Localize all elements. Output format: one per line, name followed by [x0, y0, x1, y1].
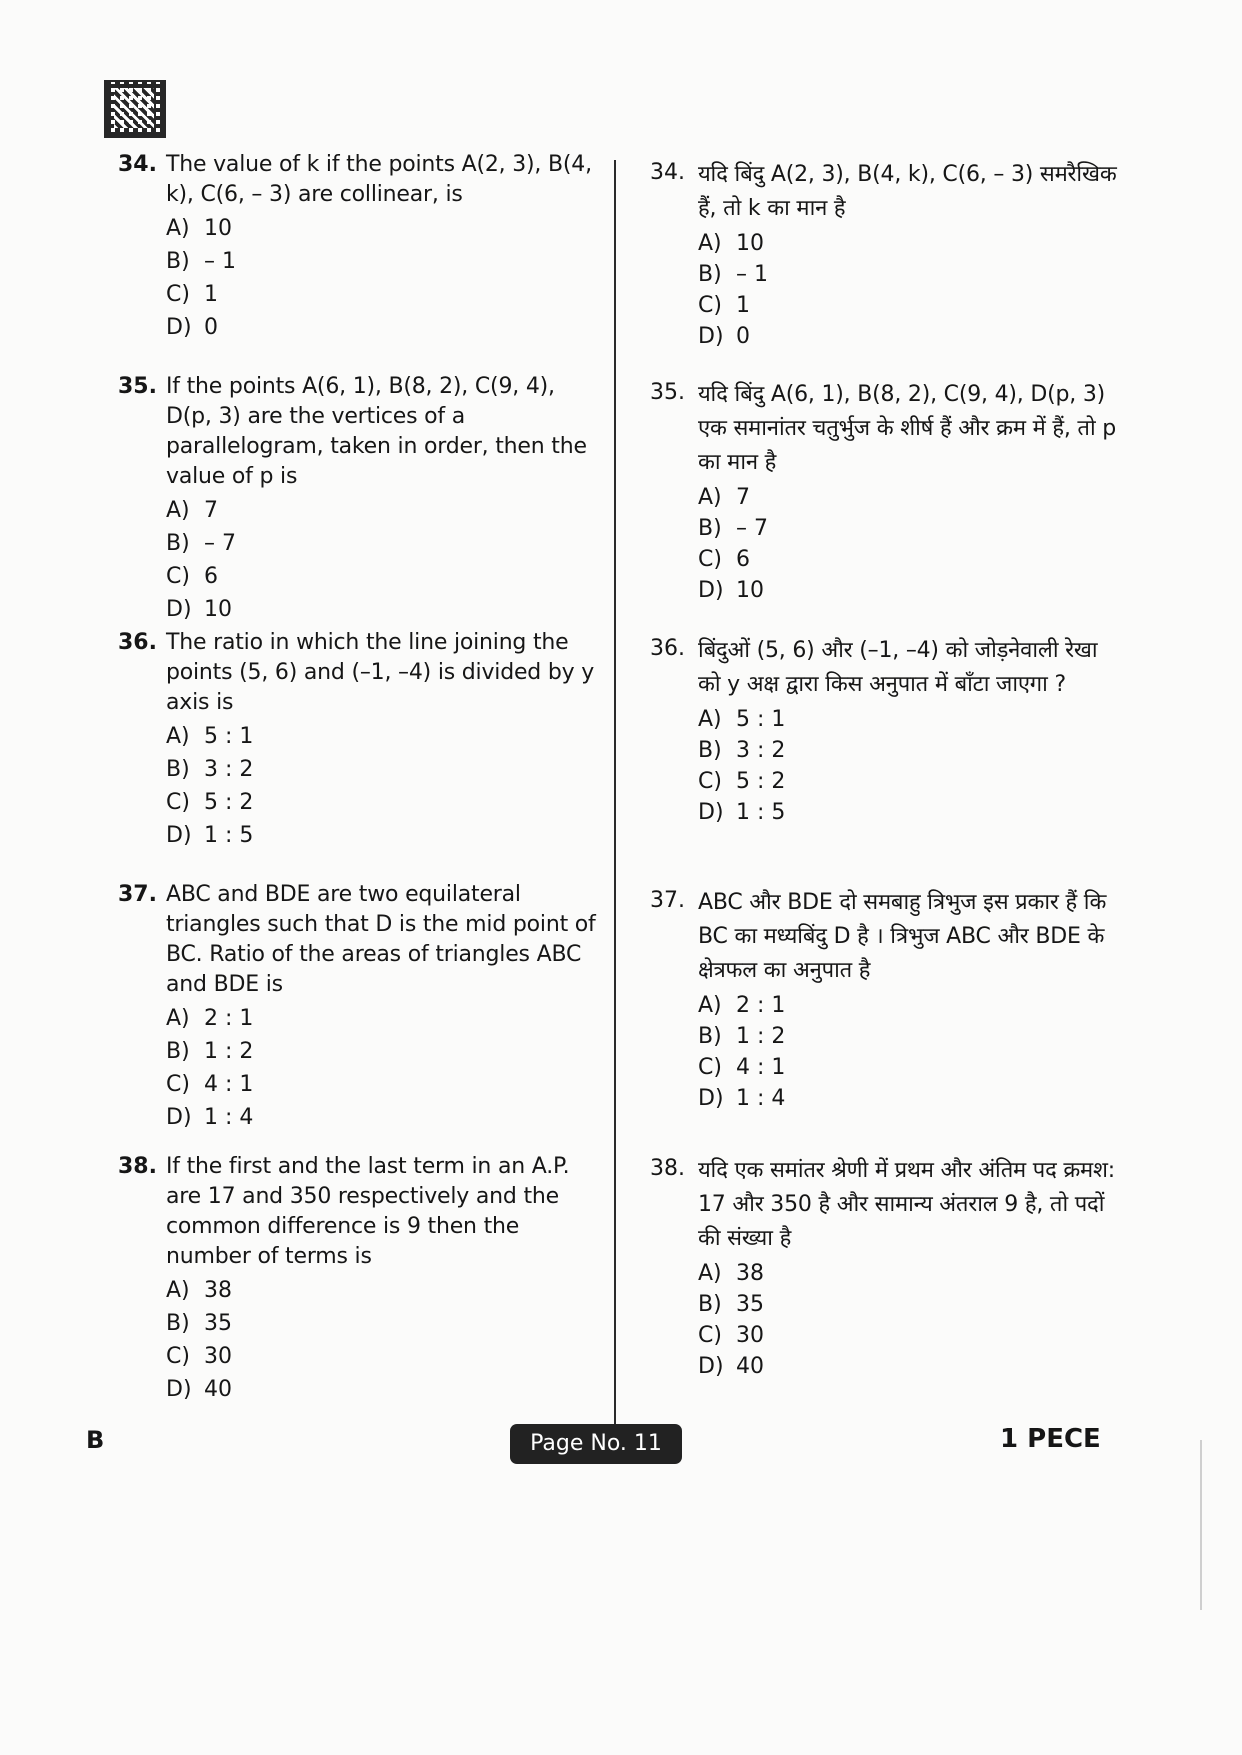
question-36-hi	[650, 634, 1120, 828]
question-text: यदि बिंदु A(6, 1), B(8, 2), C(9, 4), D(p, 3) एक समानांतर चतुर्भुज के शीर्ष हैं और क्रम में हैं, तो p का मान है	[698, 382, 1117, 475]
option-c: C) 1	[698, 293, 750, 318]
option-a: A) 10	[698, 231, 764, 256]
question-35-hi	[650, 378, 1120, 606]
option-b: B) 3 : 2	[698, 738, 786, 763]
option-d: D) 10	[698, 578, 764, 603]
option-b: B) 1 : 2	[166, 1039, 254, 1064]
option-b: B) – 1	[698, 262, 768, 287]
question-text: The ratio in which the line joining the points (5, 6) and (–1, –4) is divided by y axis is	[166, 630, 595, 715]
question-number: 34.	[118, 152, 157, 177]
question-number: 37.	[118, 882, 157, 907]
option-c: C) 1	[166, 282, 218, 307]
booklet-series: B	[86, 1426, 105, 1454]
option-c: C) 30	[166, 1344, 232, 1369]
option-c: C) 6	[166, 564, 218, 589]
option-a: A) 7	[698, 485, 750, 510]
option-c: C) 4 : 1	[166, 1072, 254, 1097]
option-a: A) 38	[166, 1278, 232, 1303]
paper-code: 1 PECE	[1000, 1424, 1101, 1454]
option-b: B) 3 : 2	[166, 757, 254, 782]
question-38-hi	[650, 1154, 1120, 1382]
option-b: B) – 7	[166, 531, 236, 556]
option-d: D) 40	[698, 1354, 764, 1379]
question-text: The value of k if the points A(2, 3), B(4, k), C(6, – 3) are collinear, is	[166, 152, 592, 207]
option-b: B) 35	[166, 1311, 232, 1336]
question-number: 37.	[650, 888, 685, 913]
question-34-en	[118, 150, 598, 344]
question-text: ABC and BDE are two equilateral triangles such that D is the mid point of BC. Ratio of the areas of triangles ABC and BDE is	[166, 882, 596, 997]
option-b: B) 35	[698, 1292, 764, 1317]
column-divider	[614, 160, 616, 1430]
question-text: बिंदुओं (5, 6) और (–1, –4) को जोड़नेवाली रेखा को y अक्ष द्वारा किस अनुपात में बाँटा जाएगा ?	[698, 638, 1098, 697]
option-a: A) 5 : 1	[698, 707, 786, 732]
option-b: B) – 7	[698, 516, 768, 541]
option-d: D) 0	[166, 315, 218, 340]
option-d: D) 1 : 5	[698, 800, 786, 825]
question-number: 38.	[118, 1154, 157, 1179]
option-a: A) 5 : 1	[166, 724, 254, 749]
question-number: 35.	[650, 380, 685, 405]
question-number: 38.	[650, 1156, 685, 1181]
option-a: A) 38	[698, 1261, 764, 1286]
question-number: 35.	[118, 374, 157, 399]
option-c: C) 4 : 1	[698, 1055, 786, 1080]
qr-code-icon	[104, 80, 166, 138]
page-number-badge: Page No. 11	[510, 1424, 682, 1464]
question-text: If the points A(6, 1), B(8, 2), C(9, 4), D(p, 3) are the vertices of a parallelogram, taken in order, then the value of p is	[166, 374, 587, 489]
option-d: D) 1 : 5	[166, 823, 254, 848]
question-text: यदि बिंदु A(2, 3), B(4, k), C(6, – 3) समरैखिक हैं, तो k का मान है	[698, 162, 1117, 221]
option-d: D) 1 : 4	[698, 1086, 786, 1111]
question-37-hi	[650, 886, 1120, 1114]
option-a: A) 2 : 1	[166, 1006, 254, 1031]
question-text: ABC और BDE दो समबाहु त्रिभुज इस प्रकार हैं कि BC का मध्यबिंदु D है । त्रिभुज ABC और BDE के क्षेत्रफल का अनुपात है	[698, 890, 1107, 983]
option-c: C) 6	[698, 547, 750, 572]
question-number: 36.	[650, 636, 685, 661]
option-c: C) 30	[698, 1323, 764, 1348]
question-text: If the first and the last term in an A.P. are 17 and 350 respectively and the common difference is 9 then the number of terms is	[166, 1154, 570, 1269]
option-d: D) 10	[166, 597, 232, 622]
question-number: 34.	[650, 160, 685, 185]
option-a: A) 2 : 1	[698, 993, 786, 1018]
question-36-en	[118, 628, 598, 852]
question-38-en	[118, 1152, 598, 1406]
option-c: C) 5 : 2	[698, 769, 786, 794]
option-b: B) 1 : 2	[698, 1024, 786, 1049]
question-37-en	[118, 880, 598, 1134]
option-d: D) 1 : 4	[166, 1105, 254, 1130]
question-35-en	[118, 372, 598, 626]
option-a: A) 7	[166, 498, 218, 523]
option-b: B) – 1	[166, 249, 236, 274]
question-text: यदि एक समांतर श्रेणी में प्रथम और अंतिम पद क्रमश: 17 और 350 है और सामान्य अंतराल 9 है, तो पदों की संख्या है	[698, 1158, 1115, 1251]
scan-edge-line	[1200, 1440, 1202, 1610]
option-c: C) 5 : 2	[166, 790, 254, 815]
option-d: D) 0	[698, 324, 750, 349]
option-a: A) 10	[166, 216, 232, 241]
question-34-hi	[650, 158, 1120, 352]
question-number: 36.	[118, 630, 157, 655]
option-d: D) 40	[166, 1377, 232, 1402]
